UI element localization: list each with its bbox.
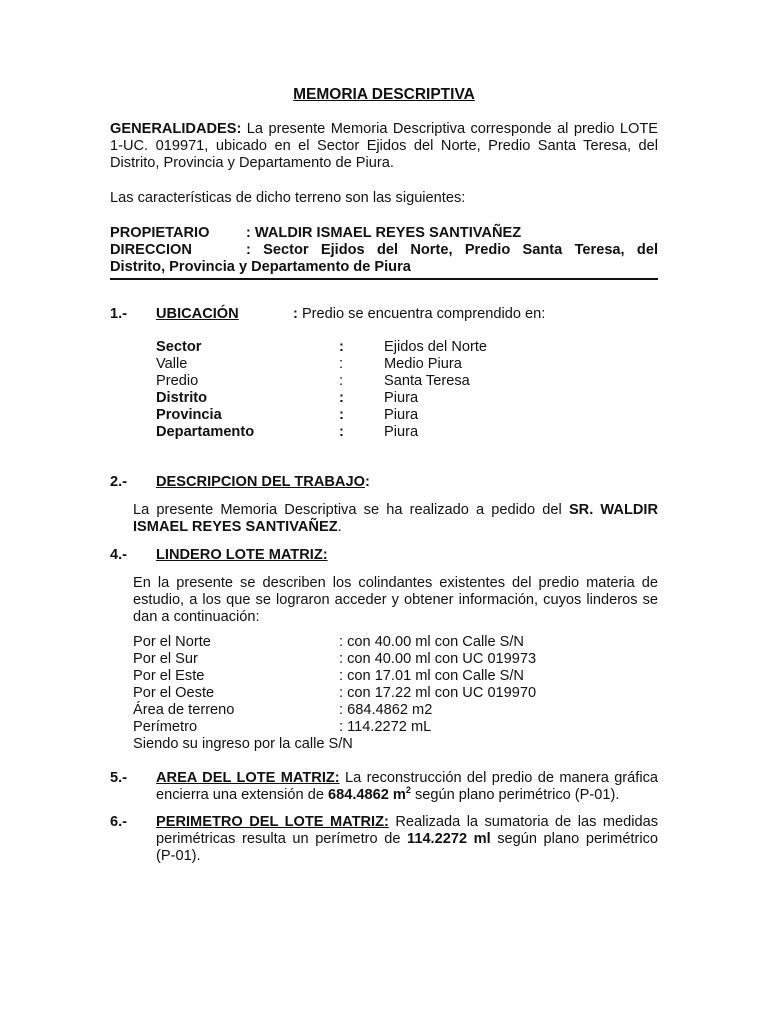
owner-value: : WALDIR ISMAEL REYES SANTIVAÑEZ: [246, 225, 522, 241]
location-row: Sector : Ejidos del Norte: [156, 339, 488, 355]
section-number: 6.-: [110, 814, 128, 830]
section-descripcion: 2.- DESCRIPCION DEL TRABAJO:: [110, 474, 370, 490]
section-text: Predio se encuentra comprendido en:: [301, 306, 546, 322]
address-block: [110, 242, 658, 276]
lindero-paragraph: En la presente se describen los colindantes existentes del predio materia de estudio, a los que se lograron acceder y obtener información, cuyos linderos se dan a continuación:: [133, 575, 658, 625]
location-row: Distrito : Piura: [156, 390, 419, 406]
lindero-row: Por el Oeste : con 17.22 ml con UC 019970: [133, 685, 537, 701]
lindero-row: Área de terreno : 684.4862 m2: [133, 702, 433, 718]
intro-text: Las características de dicho terreno son las siguientes:: [110, 190, 466, 206]
location-row: Valle : Medio Piura: [156, 356, 462, 372]
lindero-row: Por el Sur : con 40.00 ml con UC 019973: [133, 651, 537, 667]
generalidades-label: GENERALIDADES:: [110, 121, 242, 137]
address-label: DIRECCION: [110, 242, 192, 258]
location-table: [156, 339, 658, 441]
section-heading: DESCRIPCION DEL TRABAJO: [156, 474, 365, 490]
section-ubicacion: [110, 306, 658, 323]
section-heading: UBICACIÓN: [156, 306, 239, 322]
section-perimetro: 6.- PERIMETRO DEL LOTE MATRIZ: Realizada la sumatoria de las medidas perimétricas resulta un perímetro de 114.2272 ml según plano perimétrico (P-01).: [110, 814, 659, 864]
location-row: Provincia : Piura: [156, 407, 419, 423]
section-number: 2.-: [110, 474, 128, 490]
section-number: 1.-: [110, 306, 128, 322]
section-lindero: [110, 547, 658, 564]
address-value-line1: : Sector Ejidos del Norte, Predio Santa Teresa, del: [246, 242, 658, 258]
generalidades-paragraph: [110, 121, 658, 172]
lindero-closing: Siendo su ingreso por la calle S/N: [133, 736, 353, 752]
section-heading: LINDERO LOTE MATRIZ:: [156, 547, 328, 563]
location-row: Predio : Santa Teresa: [156, 373, 470, 389]
document-page: [110, 86, 658, 865]
generalidades-text: La presente Memoria Descriptiva corresponde al predio LOTE 1-UC. 019971, ubicado en el Sector Ejidos del Norte, Predio Santa Teresa, del Distrito, Provincia y Departamento de Piura.: [110, 121, 658, 171]
lindero-table: [133, 634, 658, 753]
owner-row: [110, 225, 658, 242]
location-row: Departamento : Piura: [156, 424, 419, 440]
address-value-line2: Distrito, Provincia y Departamento de Piura: [110, 259, 411, 275]
owner-label: PROPIETARIO: [110, 225, 210, 241]
document-title: MEMORIA DESCRIPTIVA: [293, 86, 475, 103]
section-colon: :: [293, 306, 298, 322]
descripcion-paragraph: La presente Memoria Descriptiva se ha realizado a pedido del SR. WALDIR ISMAEL REYES SANTIVAÑEZ.: [133, 502, 658, 535]
lindero-row: Perímetro : 114.2272 mL: [133, 719, 432, 735]
section-heading: PERIMETRO DEL LOTE MATRIZ:: [156, 814, 389, 830]
lindero-row: Por el Norte : con 40.00 ml con Calle S/N: [133, 634, 524, 650]
section-area: 5.- AREA DEL LOTE MATRIZ: La reconstrucción del predio de manera gráfica encierra una extensión de 684.4862 $m^2$ según plano perimétrico (P-01).: [110, 770, 658, 803]
lindero-row: Por el Este : con 17.01 ml con Calle S/N: [133, 668, 524, 684]
section-number: 5.-: [110, 770, 128, 786]
section-heading: AREA DEL LOTE MATRIZ:: [156, 770, 340, 786]
section-number: 4.-: [110, 547, 128, 563]
